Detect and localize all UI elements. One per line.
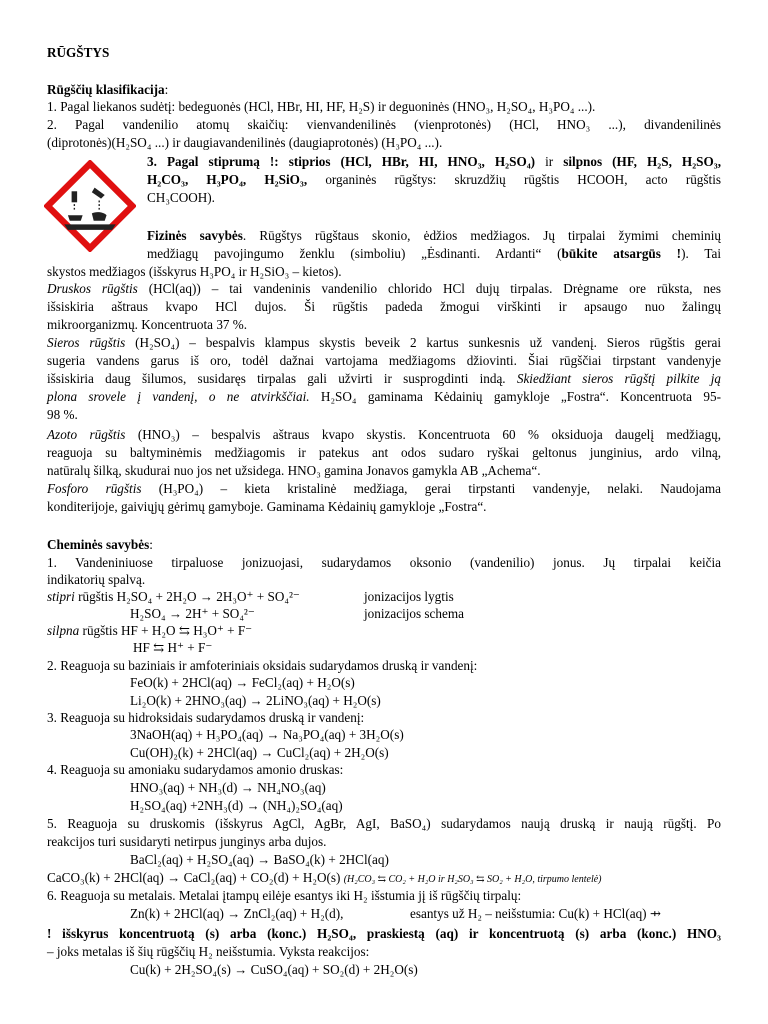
classification-2b: (diprotonės)(H₂SO₄ ...) ir daugiavandenilinės (daugiaprotonės) (H₃PO₄ ...). xyxy=(47,135,443,150)
eq-naoh: 3NaOH(aq) + H₃PO₄(aq) → Na₃PO₄(aq) + 3H₂O(s) xyxy=(130,727,404,742)
chemical-6: 6. Reaguoja su metalais. Metalai įtampų eilėje esantys iki H₂ išstumia jį iš rūgščių tirpalų: xyxy=(47,888,522,903)
chemical-5a: 5. Reaguoja su druskomis (išskyrus AgCl, AgBr, AgI, BaSO₄) sudarydamos naują druską ir naują rūgštį. Po xyxy=(47,816,721,831)
strong-acid-eq: stipri rūgštis H₂SO₄ + 2H₂O → 2H₃O⁺ + SO₄²⁻ xyxy=(47,589,300,604)
h3po4-2: konditerijoje, gaiviųjų gėrimų gamyboje. Gaminama Kėdainių gamykloje „Fostra“. xyxy=(47,499,487,514)
weak-acid-scheme: HF ⇆ H⁺ + F⁻ xyxy=(133,640,213,655)
chemical-7a: ! išskyrus koncentruotą (s) arba (konc.) H₂SO₄, praskiestą (aq) ir koncentruotą (s) arba (konc.) HNO₃ xyxy=(47,926,721,941)
hcl-1: Druskos rūgštis (HCl(aq)) – tai vandeninis vandenilio chlorido HCl dujų tirpalas. Drėgname ore rūksta, nes xyxy=(47,281,721,296)
eq-h2so4-nh3: H₂SO₄(aq) +2NH₃(d) → (NH₄)₂SO₄(aq) xyxy=(130,798,343,813)
chemical-5b: reakcijos turi susidaryti netirpus junginys arba dujos. xyxy=(47,834,327,849)
hcl-3: mikroorganizmų. Koncentruota 37 %. xyxy=(47,317,248,332)
chemical-1b: indikatorių spalvą. xyxy=(47,572,146,587)
h2so4-5: 98 %. xyxy=(47,407,78,422)
page-title: RŪGŠTYS xyxy=(47,45,110,60)
corrosive-hazard-icon xyxy=(44,160,136,252)
classification-1: 1. Pagal liekanos sudėtį: bedeguonės (HCl, HBr, HI, HF, H₂S) ir deguoninės (HNO₃, H₂SO₄, H₃PO₄ ...). xyxy=(47,99,596,114)
physical-2: medžiagų pavojingumo ženklu (simboliu) „Ėsdinanti. Ardanti“ (būkite atsargūs !). Tai xyxy=(147,246,721,261)
physical-1: Fizinės savybės. Rūgštys rūgštaus skonio, ėdžios medžiagos. Jų tirpalai žymimi cheminių xyxy=(147,228,721,243)
chemical-3: 3. Reaguoja su hidroksidais sudarydamos druską ir vandenį: xyxy=(47,710,365,725)
classification-3a: 3. Pagal stiprumą !: stiprios (HCl, HBr, HI, HNO₃, H₂SO₄) ir silpnos (HF, H₂S, H₂SO₃, xyxy=(147,154,721,169)
h2so4-3: išsiskiria daug šilumos, susidaręs tirpalas gali užvirti ir susprogdinti indą. Skiedžiant sieros rūgštį pilkite ją xyxy=(47,371,721,386)
eq-cu-no-reaction: esantys už H₂ – neišstumia: Cu(k) + HCl(aq) ⇸ xyxy=(410,906,661,921)
hno3-3: natūralų šilką, skudurai nuo jos net užsidega. HNO₃ gamina Jonavos gamykla AB „Achema“. xyxy=(47,463,541,478)
eq-hno3-nh3: HNO₃(aq) + NH₃(d) → NH₄NO₃(aq) xyxy=(130,780,326,795)
chemical-2: 2. Reaguoja su baziniais ir amfoteriniais oksidais sudarydamos druską ir vandenį: xyxy=(47,658,478,673)
classification-2a: 2. Pagal vandenilio atomų skaičių: vienvandenilinės (vienprotonės) (HCl, HNO₃ ...), divandenilinės xyxy=(47,117,721,132)
eq-cuoh2: Cu(OH)₂(k) + 2HCl(aq) → CuCl₂(aq) + 2H₂O(s) xyxy=(130,745,389,760)
eq-feo: FeO(k) + 2HCl(aq) → FeCl₂(aq) + H₂O(s) xyxy=(130,675,355,690)
chemical-1a: 1. Vandeniniuose tirpaluose jonizuojasi, sudarydamos oksonio (vandenilio) jonus. Jų tirpalai keičia xyxy=(47,555,721,570)
h2so4-1: Sieros rūgštis (H₂SO₄) – bespalvis klampus skystis beveik 2 kartus sunkesnis už vandenį. Sieros rūgštis gerai xyxy=(47,335,722,350)
label-ionization-scheme: jonizacijos schema xyxy=(364,606,464,621)
chemical-heading: Cheminės savybės: xyxy=(47,537,153,552)
eq-caco3: CaCO₃(k) + 2HCl(aq) → CaCl₂(aq) + CO₂(d) + H₂O(s) (H₂CO₃ ⇆ CO₂ + H₂O ir H₂SO₃ ⇆ SO₂ + H₂O, tirpumo lentelė) xyxy=(47,870,602,885)
h3po4-1: Fosforo rūgštis (H₃PO₄) – kieta kristalinė medžiaga, gerai tirpstanti vandenyje, nelaki. Naudojama xyxy=(47,481,722,496)
classification-3b: H₂CO₃, H₃PO₄, H₂SiO₃, organinės rūgštys: skruzdžių rūgštis HCOOH, acto rūgštis xyxy=(147,172,721,187)
eq-zn: Zn(k) + 2HCl(aq) → ZnCl₂(aq) + H₂(d), xyxy=(130,906,344,921)
eq-cu-h2so4: Cu(k) + 2H₂SO₄(s) → CuSO₄(aq) + SO₂(d) + 2H₂O(s) xyxy=(130,962,418,977)
eq-bacl2: BaCl₂(aq) + H₂SO₄(aq) → BaSO₄(k) + 2HCl(aq) xyxy=(130,852,389,867)
classification-3c: CH₃COOH). xyxy=(147,190,215,205)
h2so4-2: sugeria vandens garus iš oro, todėl dažnai vartojama medžiagoms džiovinti. Šiai rūgščiai tirpstant vandenyje xyxy=(47,353,721,368)
eq-li2o: Li₂O(k) + 2HNO₃(aq) → 2LiNO₃(aq) + H₂O(s) xyxy=(130,693,381,708)
strong-acid-scheme: H₂SO₄ → 2H⁺ + SO₄²⁻ xyxy=(130,606,255,621)
chemical-4: 4. Reaguoja su amoniaku sudarydamos amonio druskas: xyxy=(47,762,344,777)
hcl-2: išsiskiria aštraus kvapo HCl dujos. Ši rūgštis padeda žmogui virškinti ir apsaugo nuo žalingų xyxy=(47,299,721,314)
label-ionization-eq: jonizacijos lygtis xyxy=(364,589,454,604)
h2so4-4: plona srovele į vandenį, o ne atvirkščiai. H₂SO₄ gaminama Kėdainių gamykloje „Fostra“. Koncentruota 95- xyxy=(47,389,721,404)
hno3-1: Azoto rūgštis (HNO₃) – bespalvis aštraus kvapo skystis. Koncentruota 60 % oksiduoja daugelį medžiagų, xyxy=(47,427,721,442)
chemical-7b: – joks metalas iš šių rūgščių H₂ neišstumia. Vyksta reakcijos: xyxy=(47,944,370,959)
weak-acid-eq: silpna rūgštis HF + H₂O ⇆ H₃O⁺ + F⁻ xyxy=(47,623,253,638)
hno3-2: reaguoja su baltyminėmis medžiagomis ir patekus ant odos sudaro ryškai geltonus junginius, ardo vilną, xyxy=(47,445,721,460)
classification-heading: Rūgščių klasifikacija: xyxy=(47,82,169,97)
physical-3: skystos medžiagos (išskyrus H₃PO₄ ir H₂SiO₃ – kietos). xyxy=(47,264,342,279)
